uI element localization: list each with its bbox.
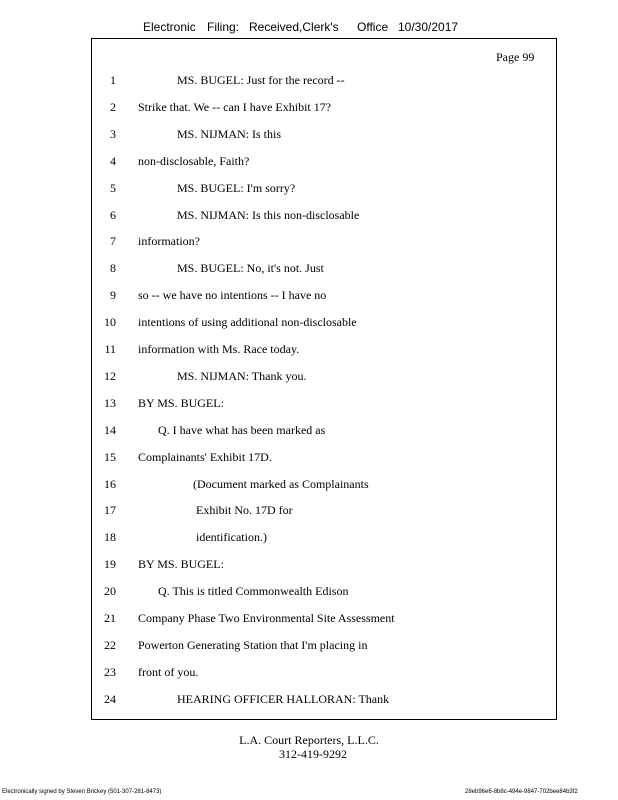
transcript-line [0, 342, 618, 358]
transcript-line [0, 557, 618, 573]
transcript-line [0, 692, 618, 708]
transcript-line [0, 288, 618, 304]
transcript-line [0, 315, 618, 331]
line-number: 18 [104, 530, 116, 545]
line-text: front of you. [138, 664, 199, 679]
line-number: 1 [110, 73, 116, 87]
line-number: 17 [104, 503, 116, 518]
transcript-line [0, 638, 618, 654]
footer-company: L.A. Court Reporters, L.L.C. [239, 733, 379, 747]
line-number: 6 [110, 207, 116, 222]
page-number: Page 99 [496, 50, 535, 64]
header-date: 10/30/2017 [398, 20, 459, 34]
line-number: 14 [104, 422, 116, 437]
line-text: Company Phase Two Environmental Site Assessment [138, 611, 395, 625]
line-number: 5 [110, 180, 116, 195]
transcript-line [0, 73, 618, 89]
line-number: 11 [104, 342, 116, 356]
transcript-line [0, 208, 618, 224]
line-number: 15 [104, 449, 116, 464]
line-text: Q. I have what has been marked as [158, 422, 326, 437]
header-office: Office [357, 20, 389, 34]
line-text: (Document marked as Complainants [193, 476, 369, 491]
transcript-line [0, 423, 618, 439]
line-text: MS. NIJMAN: Is this non-disclosable [177, 207, 360, 222]
line-number: 2 [110, 99, 116, 114]
line-text: HEARING OFFICER HALLORAN: Thank [177, 691, 390, 706]
line-text: Powerton Generating Station that I'm placing in [138, 637, 368, 652]
line-number: 22 [104, 637, 116, 652]
header-filing: Filing: [207, 20, 240, 34]
transcript-line [0, 665, 618, 681]
line-number: 24 [104, 691, 116, 706]
line-number: 10 [104, 315, 116, 330]
transcript-line [0, 450, 618, 466]
transcript-line [0, 369, 618, 385]
transcript-line [0, 503, 618, 519]
transcript-line [0, 530, 618, 546]
line-text: information with Ms. Race today. [138, 342, 300, 356]
line-number: 20 [104, 584, 116, 599]
line-number: 19 [104, 557, 116, 572]
transcript-line [0, 261, 618, 277]
line-text: intentions of using additional non-disclosable [138, 315, 357, 330]
transcript-line [0, 181, 618, 197]
line-number: 13 [104, 395, 116, 410]
line-number: 12 [104, 368, 116, 383]
header-electronic: Electronic [143, 20, 196, 34]
line-number: 7 [110, 234, 116, 249]
line-text: MS. NIJMAN: Thank you. [177, 368, 307, 383]
line-text: so -- we have no intentions -- I have no [138, 288, 327, 303]
line-text: non-disclosable, Faith? [138, 153, 250, 168]
transcript-line [0, 396, 618, 412]
line-text: MS. BUGEL: Just for the record -- [177, 73, 345, 87]
e-signature-id: 28eb96e6-8b8c-494e-9847-702bee84b3f2 [465, 789, 578, 795]
line-number: 8 [110, 261, 116, 276]
line-text: Strike that. We -- can I have Exhibit 17? [138, 99, 332, 114]
line-text: MS. NIJMAN: Is this [177, 126, 282, 141]
line-number: 16 [104, 476, 116, 491]
line-text: Complainants' Exhibit 17D. [138, 449, 272, 464]
line-text: Exhibit No. 17D for [196, 503, 293, 518]
transcript-line [0, 584, 618, 600]
header-received: Received,Clerk's [249, 20, 339, 34]
line-text: BY MS. BUGEL: [138, 557, 224, 572]
line-number: 23 [104, 664, 116, 679]
transcript-line [0, 234, 618, 250]
transcript-line [0, 477, 618, 493]
line-number: 4 [110, 153, 116, 168]
line-number: 21 [104, 611, 116, 625]
line-text: Q. This is titled Commonwealth Edison [158, 584, 349, 599]
transcript-line [0, 127, 618, 143]
filing-header [0, 18, 618, 38]
line-text: MS. BUGEL: No, it's not. Just [177, 261, 324, 276]
footer-phone: 312-419-9292 [279, 747, 347, 761]
e-signature-left: Electronically signed by Steven Brickey (501-307-281-8473) [2, 789, 162, 795]
line-number: 9 [110, 288, 116, 303]
line-text: information? [138, 234, 200, 249]
line-number: 3 [110, 126, 116, 141]
line-text: BY MS. BUGEL: [138, 395, 224, 410]
line-text: MS. BUGEL: I'm sorry? [177, 180, 296, 195]
transcript-line [0, 611, 618, 627]
line-text: identification.) [196, 530, 267, 545]
transcript-line [0, 154, 618, 170]
transcript-line [0, 100, 618, 116]
